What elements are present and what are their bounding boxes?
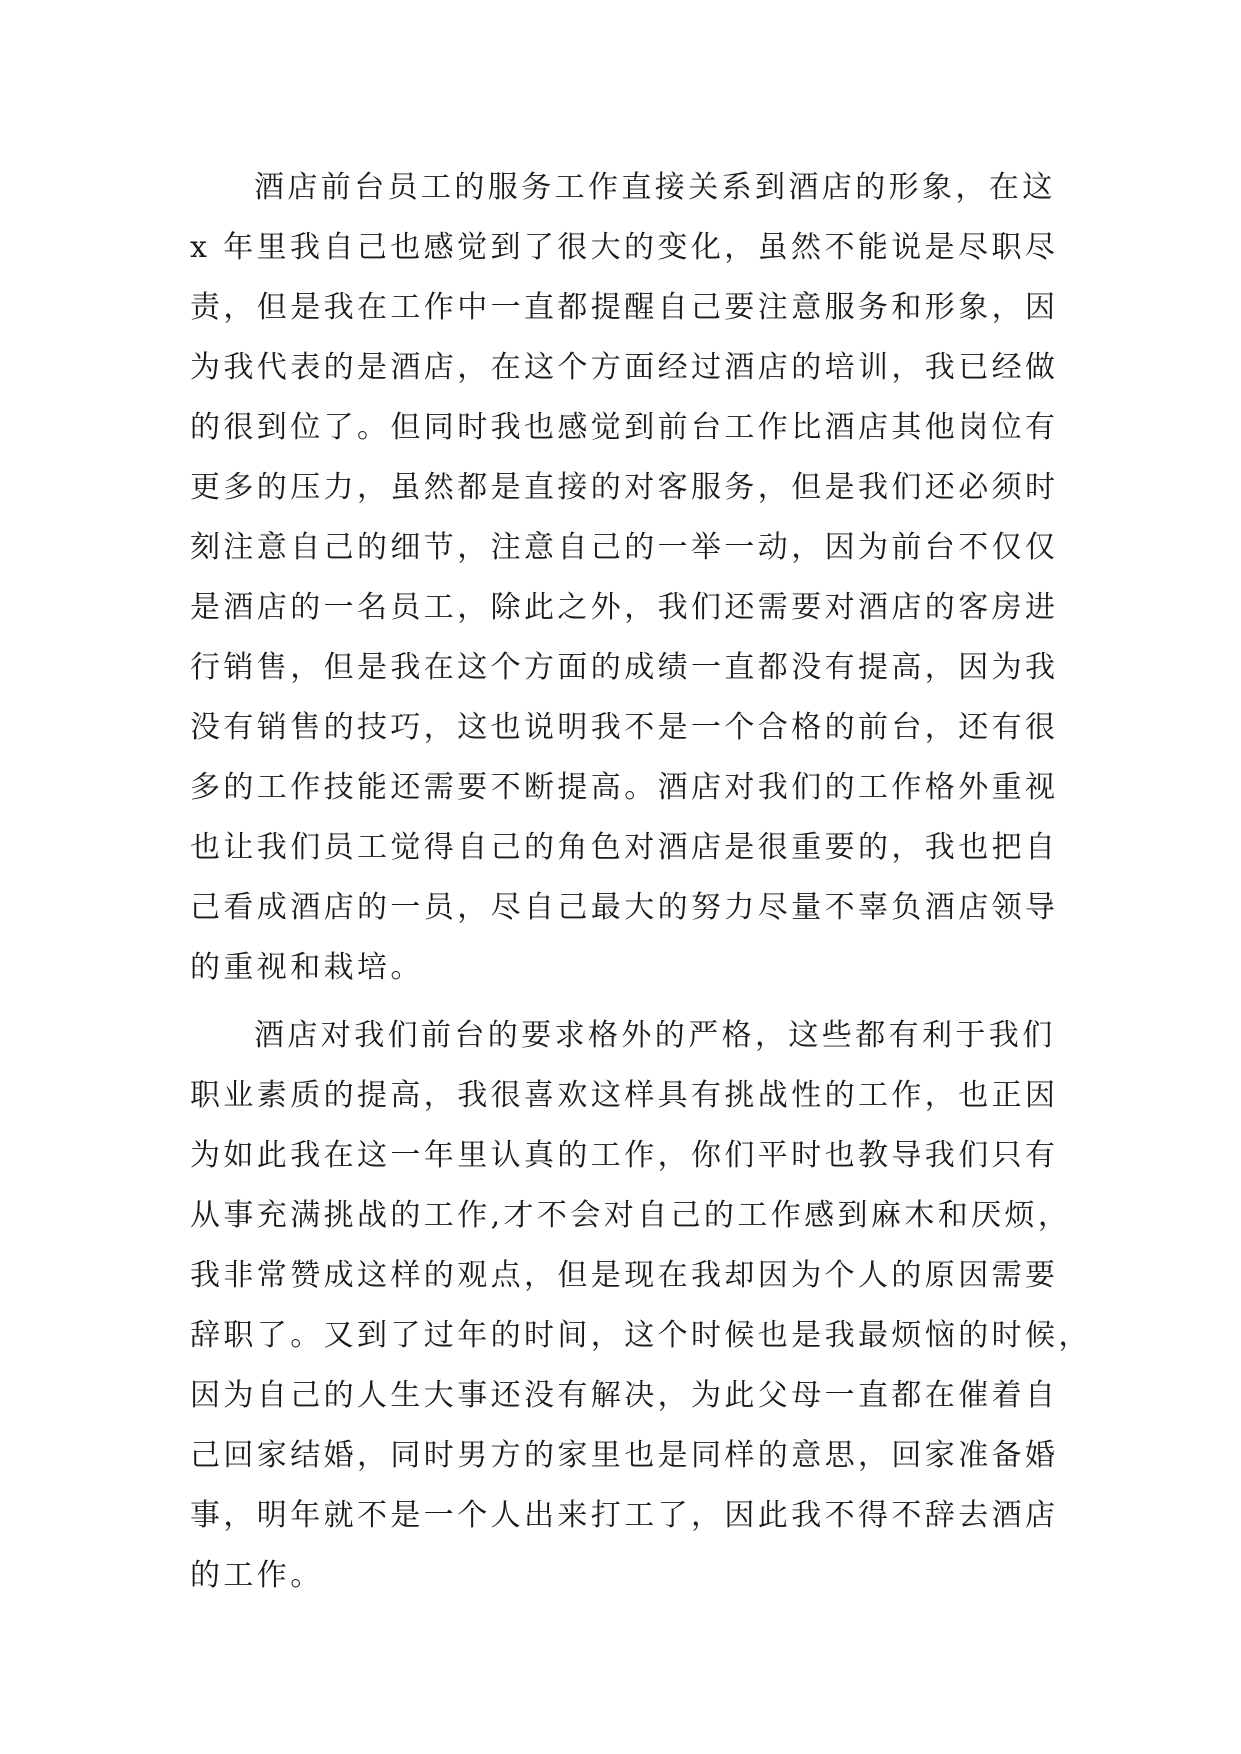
paragraph-line: 的重视和栽培。 [190, 950, 424, 985]
paragraph-line: 为我代表的是酒店，在这个方面经过酒店的培训，我已经做 [190, 350, 1059, 385]
paragraph-line: 事，明年就不是一个人出来打工了，因此我不得不辞去酒店 [190, 1498, 1059, 1533]
paragraph-line: 没有销售的技巧，这也说明我不是一个合格的前台，还有很 [190, 710, 1059, 745]
paragraph-1 [190, 158, 1059, 998]
paragraph-line: 我非常赞成这样的观点，但是现在我却因为个人的原因需要 [190, 1258, 1059, 1293]
paragraph-line: 行销售，但是我在这个方面的成绩一直都没有提高，因为我 [190, 650, 1059, 685]
paragraph-line: 的工作。 [190, 1558, 324, 1593]
paragraph-2 [190, 1006, 1092, 1606]
paragraph-line: x 年里我自己也感觉到了很大的变化，虽然不能说是尽职尽 [190, 230, 1059, 265]
paragraph-line: 因为自己的人生大事还没有解决，为此父母一直都在催着自 [190, 1378, 1059, 1413]
paragraph-line: 多的工作技能还需要不断提高。酒店对我们的工作格外重视 [190, 770, 1059, 805]
paragraph-line: 职业素质的提高，我很喜欢这样具有挑战性的工作，也正因 [190, 1078, 1059, 1113]
paragraph-line: 辞职了。又到了过年的时间，这个时候也是我最烦恼的时候， [190, 1318, 1092, 1353]
paragraph-line: 也让我们员工觉得自己的角色对酒店是很重要的，我也把自 [190, 830, 1059, 865]
paragraph-line: 酒店对我们前台的要求格外的严格，这些都有利于我们 [254, 1018, 1056, 1053]
paragraph-line: 为如此我在这一年里认真的工作，你们平时也教导我们只有 [190, 1138, 1059, 1173]
paragraph-line: 责，但是我在工作中一直都提醒自己要注意服务和形象，因 [190, 290, 1059, 325]
paragraph-line: 酒店前台员工的服务工作直接关系到酒店的形象，在这 [254, 170, 1056, 205]
paragraph-line: 是酒店的一名员工，除此之外，我们还需要对酒店的客房进 [190, 590, 1059, 625]
paragraph-spacer [190, 998, 1050, 1006]
paragraph-line: 刻注意自己的细节，注意自己的一举一动，因为前台不仅仅 [190, 530, 1059, 565]
paragraph-line: 的很到位了。但同时我也感觉到前台工作比酒店其他岗位有 [190, 410, 1059, 445]
paragraph-line: 更多的压力，虽然都是直接的对客服务，但是我们还必须时 [190, 470, 1059, 505]
paragraph-line: 己看成酒店的一员，尽自己最大的努力尽量不辜负酒店领导 [190, 890, 1059, 925]
paragraph-line: 己回家结婚，同时男方的家里也是同样的意思，回家准备婚 [190, 1438, 1059, 1473]
document-body [190, 158, 1092, 1606]
paragraph-line: 从事充满挑战的工作,才不会对自己的工作感到麻木和厌烦， [190, 1198, 1072, 1233]
